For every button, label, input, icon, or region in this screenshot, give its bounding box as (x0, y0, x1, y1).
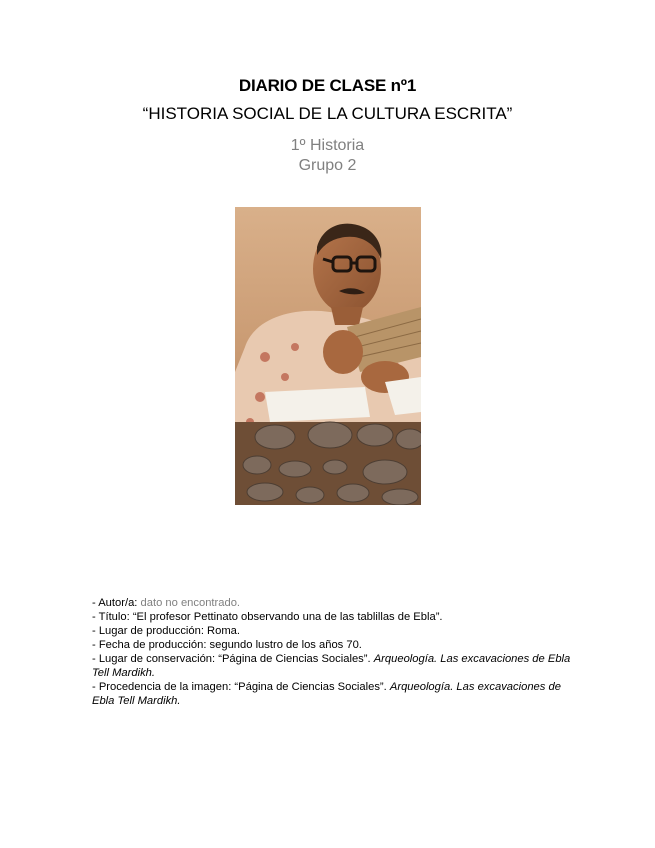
image-caption (92, 596, 572, 708)
caption-conservation: - Lugar de conservación: “Página de Ciencias Sociales”. Arqueología. Las excavaciones de Ebla Tell Mardikh. (92, 653, 571, 679)
caption-source: - Procedencia de la imagen: “Página de Ciencias Sociales”. Arqueología. Las excavaciones de Ebla Tell Mardikh. (92, 681, 561, 707)
group-label: Grupo 2 (298, 157, 357, 174)
conservation-italic: Arqueología. Las excavaciones de Ebla Tell Mardikh. (92, 653, 571, 679)
document-title: DIARIO DE CLASE nº1 (238, 76, 417, 95)
course-label: 1º Historia (290, 137, 365, 154)
professor-photo (235, 207, 421, 505)
author-value: dato no encontrado. (140, 597, 241, 609)
caption-author: - Autor/a: dato no encontrado. (92, 597, 241, 609)
caption-place: - Lugar de producción: Roma. (92, 625, 241, 637)
source-italic: Arqueología. Las excavaciones de Ebla Tell Mardikh. (92, 681, 561, 707)
caption-date: - Fecha de producción: segundo lustro de los años 70. (92, 639, 362, 651)
course-info (0, 136, 655, 176)
caption-title: - Título: “El profesor Pettinato observando una de las tablillas de Ebla”. (92, 611, 443, 623)
document-subtitle: “HISTORIA SOCIAL DE LA CULTURA ESCRITA” (142, 104, 513, 123)
